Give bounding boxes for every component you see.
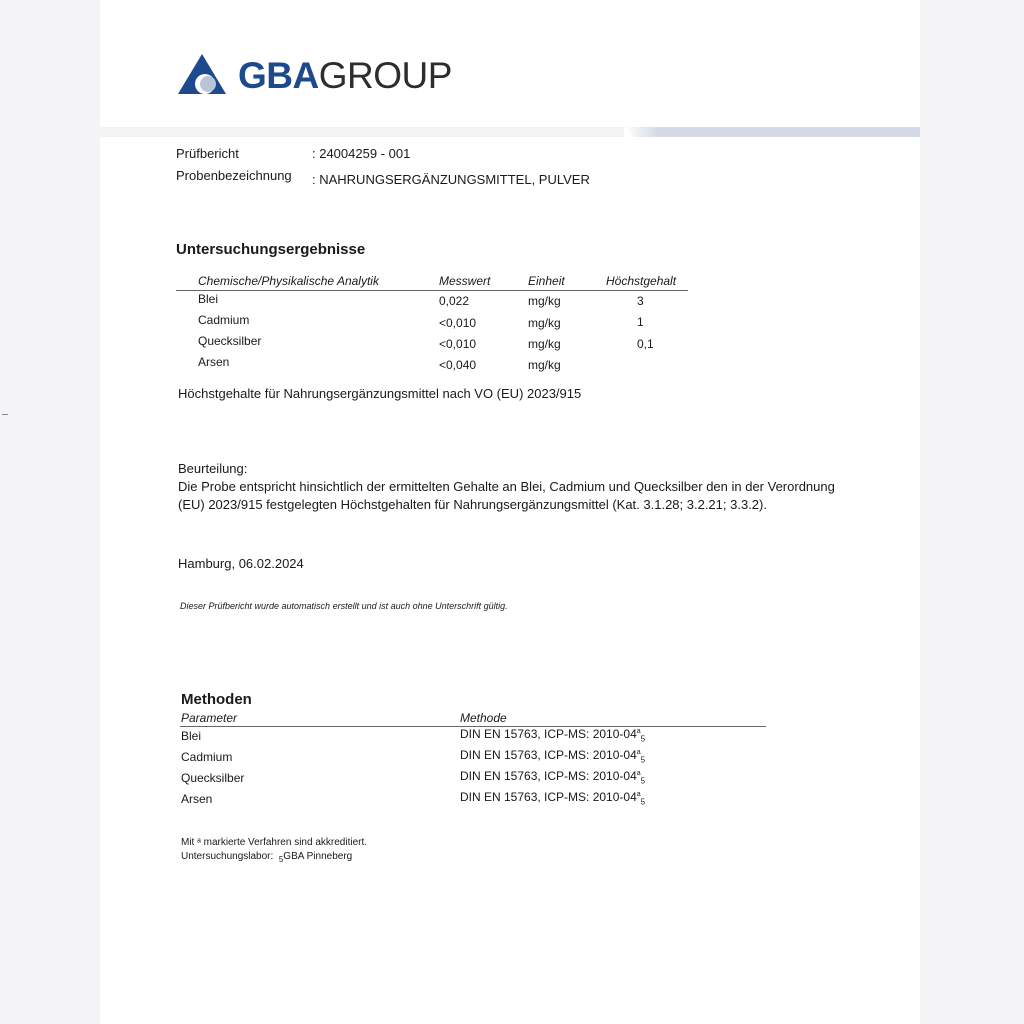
results-header-value: Messwert (439, 274, 491, 288)
gba-triangle-logo-icon (178, 54, 228, 96)
report-number-value: : 24004259 - 001 (312, 146, 411, 161)
report-number-label: Prüfbericht (176, 146, 239, 161)
result-name: Cadmium (198, 313, 250, 327)
result-unit: mg/kg (528, 358, 561, 372)
methods-header-parameter: Parameter (181, 711, 238, 725)
company-logo (178, 52, 452, 98)
results-header-line (176, 290, 688, 291)
sample-value: : NAHRUNGSERGÄNZUNGSMITTEL, PULVER (312, 172, 590, 187)
result-name: Blei (198, 292, 219, 306)
result-name: Arsen (198, 355, 230, 369)
accreditation-note: Mit ᵃ markierte Verfahren sind akkreditiert. (181, 837, 368, 848)
assessment-text: Die Probe entspricht hinsichtlich der ermittelten Gehalte an Blei, Cadmium und Quecksilber den in der Verordnung (EU) 2023/915 festgelegten Höchstgehalten für Nahrungsergänzungsmittel (Kat. 3.1.28; 3.2.21; 3.3.2). (178, 479, 835, 512)
method-param: Cadmium (181, 750, 233, 764)
results-note: Höchstgehalte für Nahrungsergänzungsmittel nach VO (EU) 2023/915 (178, 386, 582, 401)
result-name: Quecksilber (198, 334, 262, 348)
method-param: Arsen (181, 792, 213, 806)
result-value: 0,022 (439, 294, 470, 308)
result-unit: mg/kg (528, 337, 561, 351)
margin-mark (2, 414, 8, 415)
result-max: 0,1 (637, 337, 654, 351)
results-title: Untersuchungsergebnisse (176, 241, 366, 258)
sample-label: Probenbezeichnung (176, 168, 292, 183)
result-value: <0,010 (439, 337, 477, 351)
assessment-label: Beurteilung: (178, 461, 248, 476)
result-unit: mg/kg (528, 316, 561, 330)
lab-info: Untersuchungslabor: $_5$GBA Pinneberg (181, 851, 353, 864)
result-unit: mg/kg (528, 294, 561, 308)
result-value: <0,040 (439, 358, 477, 372)
method-name: DIN EN 15763, ICP-MS: $2010-04^a_5$ (460, 790, 646, 807)
results-header-max: Höchstgehalt (606, 274, 677, 288)
method-name: DIN EN 15763, ICP-MS: $2010-04^a_5$ (460, 727, 646, 744)
results-header-unit: Einheit (528, 274, 565, 288)
report-page (100, 0, 920, 1024)
method-name: DIN EN 15763, ICP-MS: $2010-04^a_5$ (460, 769, 646, 786)
result-value: <0,010 (439, 316, 477, 330)
method-name: DIN EN 15763, ICP-MS: $2010-04^a_5$ (460, 748, 646, 765)
methods-header-method: Methode (460, 711, 507, 725)
results-header-analytics: Chemische/Physikalische Analytik (198, 274, 379, 288)
place-date: Hamburg, 06.02.2024 (178, 556, 304, 571)
auto-generated-note: Dieser Prüfbericht wurde automatisch erstellt und ist auch ohne Unterschrift gültig. (180, 601, 508, 611)
methods-title: Methoden (181, 691, 252, 708)
result-max: 3 (637, 294, 644, 308)
company-name: GBAGROUP (238, 54, 452, 96)
assessment (178, 460, 838, 514)
header-rule (100, 127, 920, 137)
method-param: Quecksilber (181, 771, 245, 785)
result-max: 1 (637, 315, 644, 329)
method-param: Blei (181, 729, 202, 743)
